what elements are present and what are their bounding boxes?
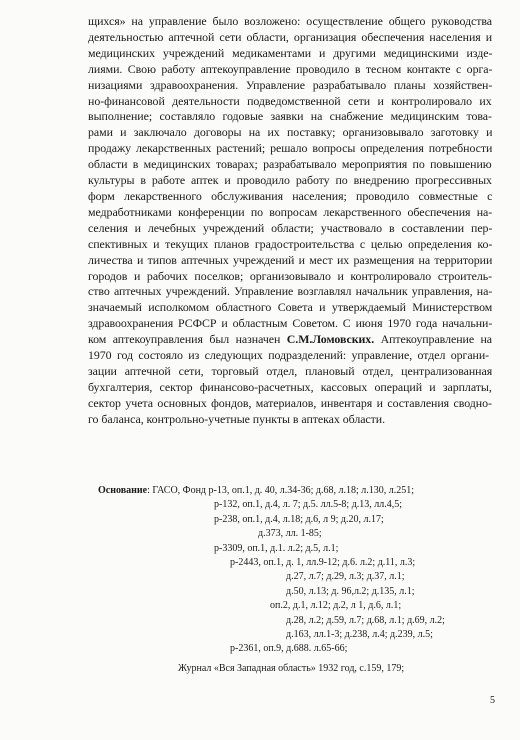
text-line: го баланса, контрольно-учетные пункты в аптеках области. <box>88 411 386 426</box>
basis-label: Основание <box>98 485 148 496</box>
basis-row-0: Основание: ГАСО, Фонд р-13, оп.1, д. 40, л.34-36; д.68, л.18; л.130, л.251; <box>98 485 415 496</box>
basis-row-2: р-238, оп.1, д.4, л.18; д.6, л 9; д.20, л.17; <box>214 513 384 525</box>
text-line: бухгалтерия, сектор финансово-расчетных, кассовых операций и зарплаты, <box>88 379 492 394</box>
basis-row-8: оп.2, д.1, л.12; д.2, л 1, д.6, л.1; <box>270 600 402 612</box>
basis-references <box>98 484 498 657</box>
text-line: рами и заключало договоры на их поставку; организовывало заготовку и <box>88 125 492 140</box>
text-line: щихся» на управление было возложено: осуществление общего руководства <box>88 14 492 28</box>
text-line: личества и типов аптечных учреждений и мест их размещения на территории <box>88 252 492 267</box>
text-line: 1970 год состояло из следующих подразделений: управление, отдел органи- <box>88 348 490 363</box>
text-line: селения и лечебных учреждений области; участвовало в составлении пер- <box>88 220 492 235</box>
text-line: ком аптекоуправления был назначен С.М.Ломовских. Аптекоуправление на <box>88 332 492 347</box>
basis-row-6: д.27, л.7; д.29, л.3; д.37, л.1; <box>286 571 405 583</box>
basis-row-5: р-2443, оп.1, д. 1, лл.9-12; д.6. л.2; д.11, л.3; <box>230 557 416 569</box>
bold-name: С.М.Ломовских. <box>286 332 375 347</box>
text-line: спективных и текущих планов градостроительства с целью определения ко- <box>88 236 492 251</box>
text-line: области в медицинских товарах; разрабатывало мероприятия по повышению <box>88 157 492 172</box>
text-line: продажу лекарственных растений; решало вопросы определения потребности <box>88 141 492 156</box>
page-number: 5 <box>490 695 495 706</box>
text-line: ство аптечных учреждений. Управление возглавлял начальник управления, на- <box>88 284 492 299</box>
text-line: форм лекарственного обслуживания населения; проводило совместные с <box>88 188 492 203</box>
text-line: но-финансовой деятельности подведомственной сети и контролировало их <box>88 93 492 108</box>
text-line: деятельностью аптечной сети области, организация обеспечения населения и <box>88 29 492 44</box>
text-line: значаемый исполкомом областного Совета и утверждаемый Министерством <box>88 300 492 315</box>
basis-row-7: д.50, л.13; д. 96,л.2; д.135, л.1; <box>286 585 415 597</box>
basis-row-9: д.28, л.2; д.59, л.7; д.68, л.1; д.69, л.2; <box>286 614 445 626</box>
text-line: культуры в работе аптек и проводило работу по внедрению прогрессивных <box>88 173 492 188</box>
basis-row-3: д.373, лл. 1-85; <box>258 528 322 540</box>
basis-row-4: р-3309, оп.1, д.1. л.2; д.5, л.1; <box>214 542 339 554</box>
text-line: медработниками конференции по вопросам лекарственного обеспечения на- <box>88 204 492 219</box>
main-text <box>88 14 492 428</box>
basis-row-10: д.163, лл.1-3; д.238, л.4; д.239, л.5; <box>286 629 433 641</box>
text-line: лиями. Свою работу аптекоуправление проводило в тесном контакте с орга- <box>88 61 492 76</box>
text-line: медицинских учреждений медикаментами и другими медицинскими изде- <box>88 45 492 60</box>
basis-row-1: р-132, оп.1, д.4, л. 7; д.5. лл.5-8; д.13, лл.4,5; <box>214 499 403 511</box>
text-line: здравоохранения РСФСР и областным Советом. С июня 1970 года начальни- <box>88 316 492 331</box>
text-line: выполнение; составляло годовые заявки на снабжение медицинским това- <box>88 109 492 124</box>
text-line: низациями здравоохранения. Управление разрабатывало планы хозяйствен- <box>88 77 492 92</box>
text-line: городов и рабочих поселков; организовывало и контролировало строитель- <box>88 268 492 283</box>
journal-reference: Журнал «Вся Западная область» 1932 год, с.159, 179; <box>178 663 405 674</box>
basis-row-11: р-2361, оп.9, д.688. л.65-66; <box>230 643 348 655</box>
text-line: сектор учета основных фондов, материалов, инвентаря и составления сводно- <box>88 395 492 410</box>
text-line: зации аптечной сети, торговый отдел, плановый отдел, централизованная <box>88 363 492 378</box>
